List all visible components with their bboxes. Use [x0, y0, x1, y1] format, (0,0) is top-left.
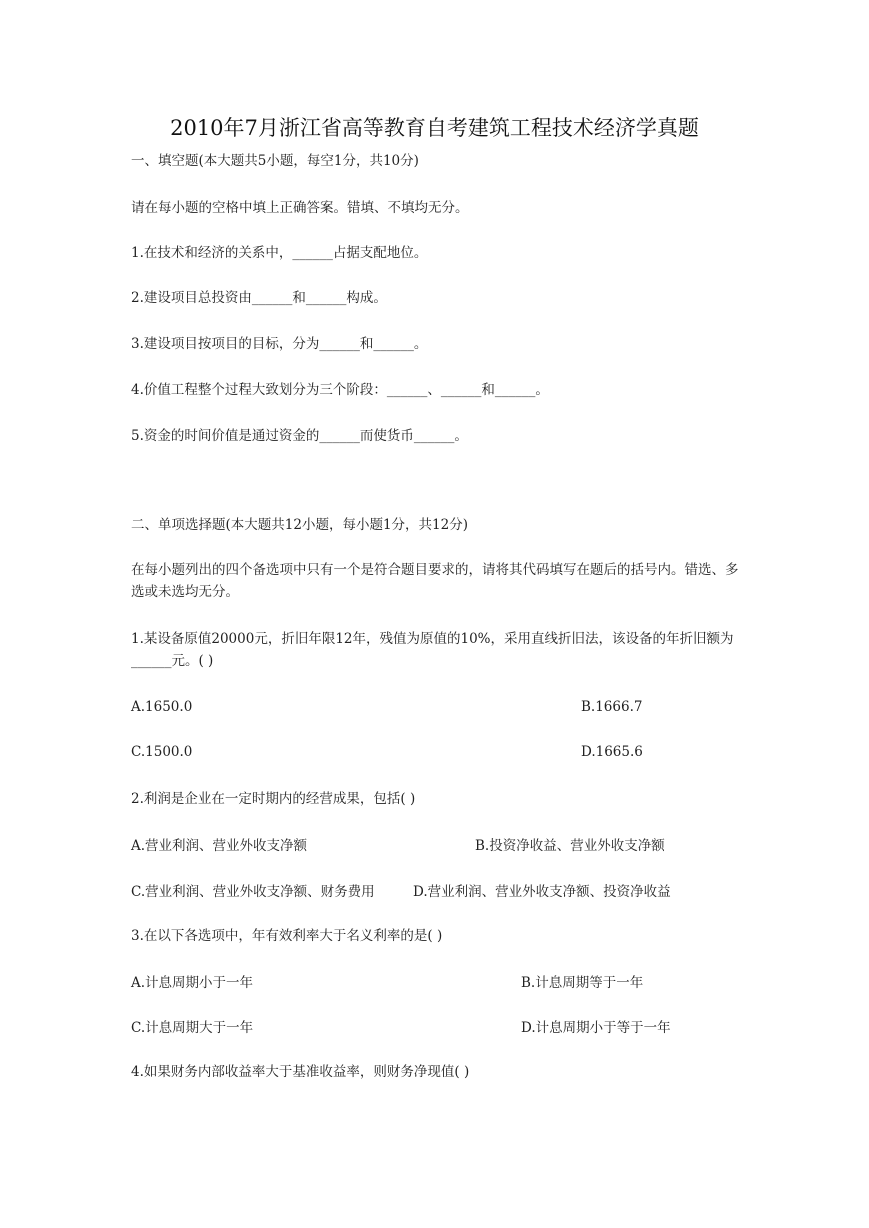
question-1-option-a: A.1650.0 — [131, 699, 193, 715]
question-2-stem: 2.利润是企业在一定时期内的经营成果，包括( ) — [131, 791, 416, 807]
fill-blank-item-3: 3.建设项目按项目的目标，分为______和______。 — [131, 336, 428, 352]
question-1-stem: 1.某设备原值20000元，折旧年限12年，残值为原值的10%，采用直线折旧法，该设备的年折旧额为______元。( ) — [131, 631, 734, 669]
question-3-option-c: C.计息周期大于一年 — [131, 1020, 254, 1036]
section2-instruction: 在每小题列出的四个备选项中只有一个是符合题目要求的，请将其代码填写在题后的括号内。错选、多选或未选均无分。 — [131, 562, 739, 600]
section1-instruction: 请在每小题的空格中填上正确答案。错填、不填均无分。 — [131, 200, 469, 216]
section1-heading: 一、填空题(本大题共5小题，每空1分，共10分) — [131, 153, 419, 169]
fill-blank-item-5: 5.资金的时间价值是通过资金的______而使货币______。 — [131, 428, 468, 444]
question-4-stem: 4.如果财务内部收益率大于基准收益率，则财务净现值( ) — [131, 1064, 470, 1080]
question-1-option-d: D.1665.6 — [581, 744, 643, 760]
fill-blank-item-2: 2.建设项目总投资由______和______构成。 — [131, 290, 387, 306]
fill-blank-item-4: 4.价值工程整个过程大致划分为三个阶段：______、______和______。 — [131, 382, 549, 398]
question-1-option-c: C.1500.0 — [131, 744, 193, 760]
question-1-option-b: B.1666.7 — [581, 699, 643, 715]
question-2-option-c: C.营业利润、营业外收支净额、财务费用 — [131, 884, 375, 900]
question-3-option-b: B.计息周期等于一年 — [521, 975, 644, 991]
question-3-stem: 3.在以下各选项中，年有效利率大于名义利率的是( ) — [131, 928, 443, 944]
page-title: 2010年7月浙江省高等教育自考建筑工程技术经济学真题 — [170, 116, 699, 140]
question-3-option-a: A.计息周期小于一年 — [131, 975, 254, 991]
question-2-option-d: D.营业利润、营业外收支净额、投资净收益 — [413, 884, 671, 900]
question-2-option-a: A.营业利润、营业外收支净额 — [131, 838, 308, 854]
fill-blank-item-1: 1.在技术和经济的关系中，______占据支配地位。 — [131, 245, 428, 261]
section2-heading: 二、单项选择题(本大题共12小题，每小题1分，共12分) — [131, 517, 468, 533]
question-2-option-b: B.投资净收益、营业外收支净额 — [475, 838, 665, 854]
question-3-option-d: D.计息周期小于等于一年 — [521, 1020, 671, 1036]
